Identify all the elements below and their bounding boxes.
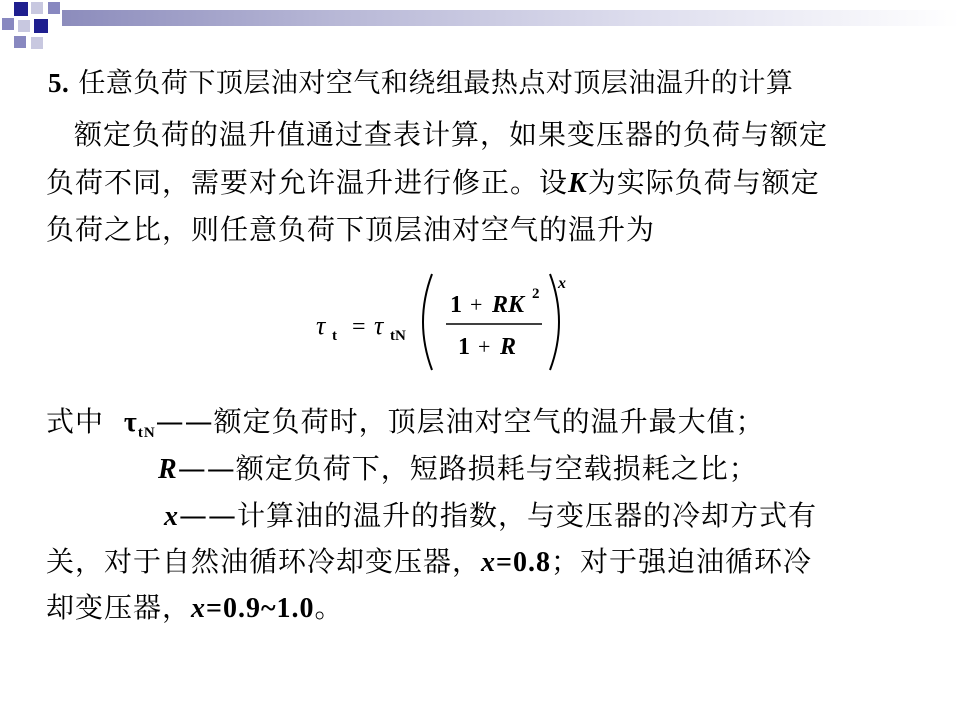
definition-prefix: 式中: [46, 405, 105, 438]
definition-dash: ——: [155, 405, 214, 438]
paragraph-text: 额定负荷的温升值通过查表计算，如果变压器的负荷与额定: [74, 118, 829, 151]
x-variable: x: [481, 547, 497, 578]
tau-subscript: tN: [137, 425, 156, 441]
title-gradient-bar: [62, 10, 960, 26]
left-paren: [423, 274, 432, 370]
heading-text: 任意负荷下顶层油对空气和绕组最热点对顶层油温升的计算: [78, 68, 794, 99]
decorative-squares-icon: [0, 0, 72, 58]
variable-k: K: [568, 168, 588, 199]
definition-dash: ——: [177, 452, 236, 485]
x-description-cont: 。: [314, 591, 344, 624]
x-description-cont: 关，对于自然油循环冷却变压器，: [46, 545, 482, 578]
x-symbol: x: [164, 501, 179, 532]
paragraph-text: 为实际负荷与额定: [587, 166, 820, 199]
denominator-one: 1: [458, 334, 470, 360]
paragraph-line-2: [46, 166, 820, 201]
heading-number: 5.: [48, 68, 70, 98]
x-value-natural: =0.8: [496, 547, 551, 578]
r-description: 额定负荷下，短路损耗与空载损耗之比；: [235, 452, 758, 485]
formula-rhs-sub: tN: [390, 328, 406, 344]
numerator-one: 1: [450, 292, 462, 318]
definition-tau: [46, 405, 765, 450]
section-heading: [48, 66, 793, 101]
x-description-cont: ；对于强迫油循环冷: [550, 545, 812, 578]
formula-rhs-tau: τ: [374, 311, 384, 340]
denominator-plus: +: [478, 334, 491, 359]
tau-description: 额定负荷时，顶层油对空气的温升最大值；: [213, 405, 765, 438]
definition-dash: ——: [179, 499, 237, 532]
definition-x-cont-1: [46, 545, 812, 580]
outer-exponent: x: [558, 275, 566, 292]
paragraph-text: 负荷不同，需要对允许温升进行修正。设: [46, 166, 569, 199]
x-value-forced: =0.9~1.0: [206, 593, 315, 624]
r-symbol: R: [158, 454, 178, 485]
definition-x: [164, 499, 817, 534]
numerator-exponent: 2: [532, 286, 540, 302]
formula-lhs-sub: t: [332, 328, 337, 344]
x-variable: x: [191, 593, 207, 624]
paragraph-line-1: [74, 118, 828, 152]
numerator-plus: +: [470, 292, 483, 317]
formula-equals: =: [352, 314, 366, 340]
temperature-rise-formula: [310, 262, 600, 382]
formula-lhs-tau: τ: [316, 311, 326, 340]
paragraph-line-3: [46, 213, 655, 247]
denominator-r: R: [500, 334, 517, 360]
x-description-cont: 却变压器，: [46, 591, 192, 624]
paragraph-text: 负荷之比，则任意负荷下顶层油对空气的温升为: [46, 213, 656, 246]
definition-x-cont-2: [46, 591, 344, 626]
tau-symbol: τ: [123, 407, 138, 438]
x-description: 计算油的温升的指数，与变压器的冷却方式有: [237, 499, 818, 532]
definition-r: [158, 452, 758, 487]
numerator-rk: RK: [492, 292, 525, 318]
